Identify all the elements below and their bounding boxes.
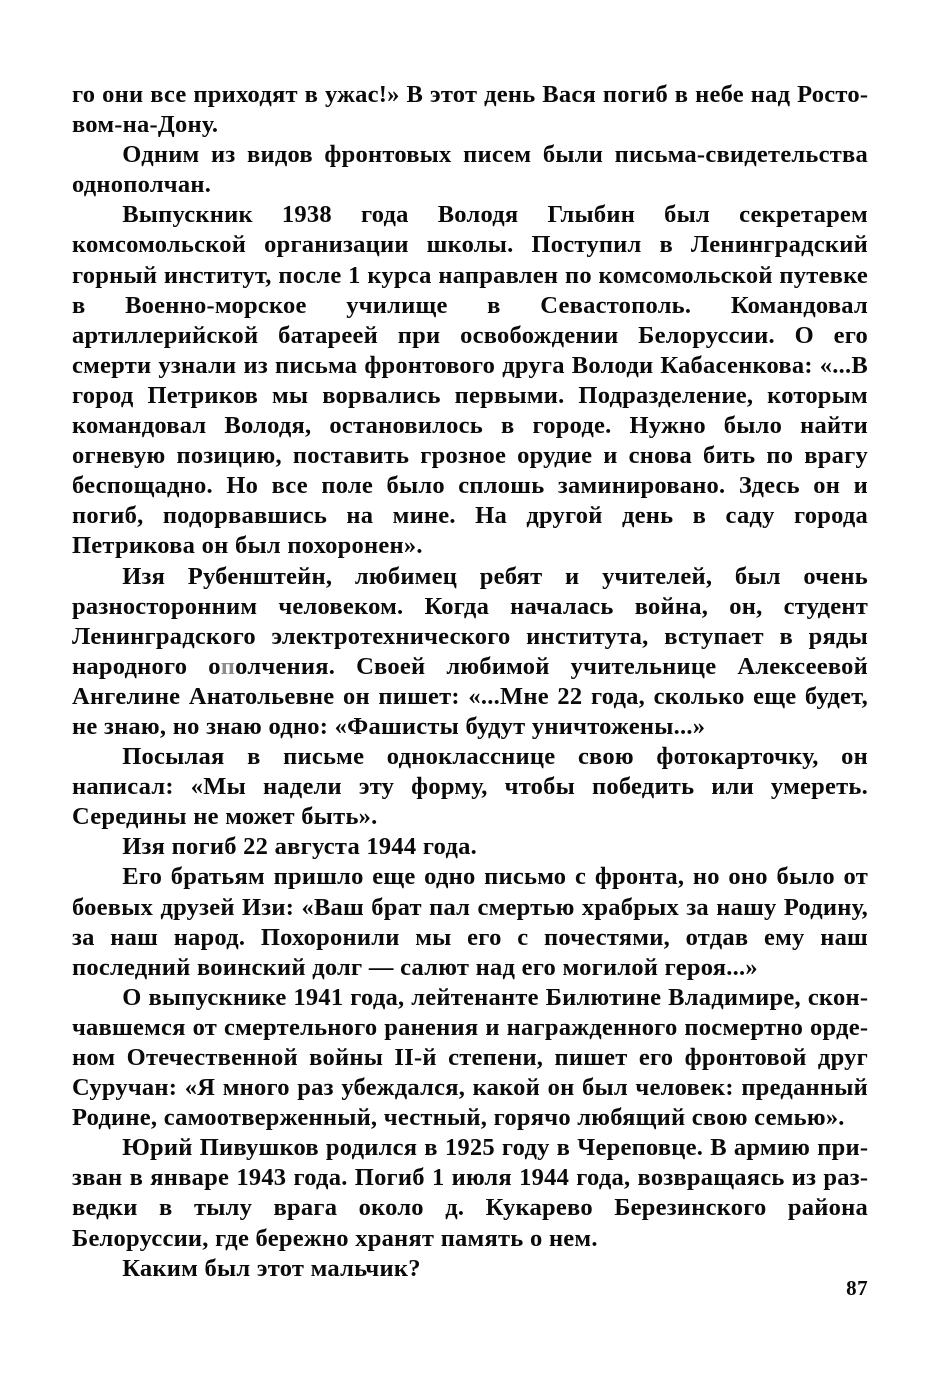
degraded-glyph: п: [220, 652, 236, 680]
paragraph-bilyutin: О выпускнике 1941 года, лейтенанте Билютине Владимире, скончавшемся от смертельного ранения и награжденного посмертно орденом Отечественной войны II-й степени, пишет его фронтовой друг Суручан: «Я много раз убеждался, какой он был человек: преданный Родине, самоотверженный, честный, горячо любящий свою семью».: [72, 983, 868, 1132]
page-number: 87: [846, 1276, 868, 1300]
paragraph-rostov: го они все приходят в ужас!» В этот день Вася погиб в небе над Ростовом-на-Дону.: [72, 81, 868, 139]
body-text-column: [72, 80, 868, 1284]
paragraph-frontline-letters: Одним из видов фронтовых писем были письма-свидетельства однополчан.: [72, 141, 868, 199]
paragraph-rubenstein-part2: олчения. Своей любимой учительнице Алексеевой Ангелине Анатольевне он пишет: «...Мне 22 года, сколько еще будет, не знаю, но знаю одно: «Фашисты будут уничтожены...»: [72, 652, 868, 740]
paragraph-izya-died: Изя погиб 22 августа 1944 года.: [122, 833, 477, 861]
paragraph-glybin: Выпускник 1938 года Володя Глыбин был секретарем комсомольской организации школы. Поступил в Ленинградский горный институт, после 1 курса направлен по комсомольской путевке в Военно-морское училище в Севастополь. Командовал артиллерийской батареей при освобождении Белоруссии. О его смерти узнали из письма фронтового друга Володи Кабасенкова: «...В город Петриков мы ворвались первыми. Подразделение, которым командовал Володя, остановилось в городе. Нужно было найти огневую позицию, поставить грозное орудие и снова бить по врагу беспощадно. Но все поле было сплошь заминировано. Здесь он и погиб, подорвавшись на мине. На другой день в саду города Петрикова он был похоронен».: [72, 201, 868, 560]
paragraph-photo: Посылая в письме однокласснице свою фотокарточку, он написал: «Мы надели эту форму, чтобы победить или умереть. Середины не может быть».: [72, 743, 868, 831]
paragraph-rubenstein: [72, 562, 868, 743]
paragraph-rubenstein-part1: Изя Рубенштейн, любимец ребят и учителей, был очень разносторонним человеком. Когда началась война, он, студент Ленинградского электротехнического института, вступает в ряды народного о: [72, 562, 868, 680]
paragraph-pivushkov: Юрий Пивушков родился в 1925 году в Череповце. В армию призван в январе 1943 года. Погиб 1 июля 1944 года, возвращаясь из разведки в тылу врага около д. Кукарево Березинского района Белоруссии, где бережно хранят память о нем.: [72, 1134, 868, 1252]
paragraph-brothers-letter: Его братьям пришло еще одно письмо с фронта, но оно было от боевых друзей Изи: «Ваш брат пал смертью храбрых за нашу Родину, за наш народ. Похоронили мы его с почестями, отдав ему наш последний воинский долг — салют над его могилой героя...»: [72, 863, 868, 981]
paragraph-question: Каким был этот мальчик?: [122, 1254, 421, 1282]
